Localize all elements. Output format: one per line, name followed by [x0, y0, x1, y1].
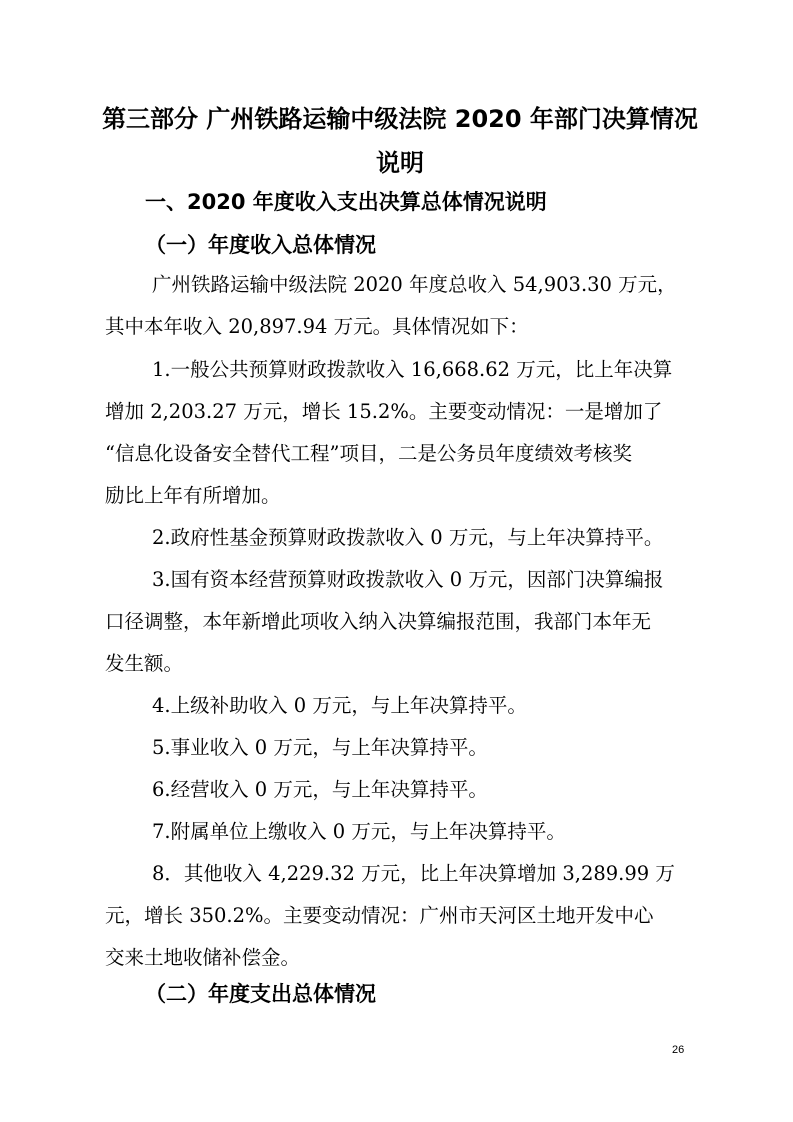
paragraph-line: 励比上年有所增加。 [105, 484, 281, 507]
paragraph-line: 发生额。 [105, 652, 184, 675]
paragraph-line: 1.一般公共预算财政拨款收入 16,668.62 万元，比上年决算 [152, 358, 673, 381]
paragraph-line: 8．其他收入 4,229.32 万元，比上年决算增加 3,289.99 万 [152, 862, 675, 885]
section-heading: 一、2020 年度收入支出决算总体情况说明 [145, 190, 547, 214]
paragraph-line: “信息化设备安全替代工程”项目，二是公务员年度绩效考核奖 [105, 442, 632, 465]
paragraph-line: 2.政府性基金预算财政拨款收入 0 万元，与上年决算持平。 [152, 526, 664, 549]
paragraph-line: 4.上级补助收入 0 万元，与上年决算持平。 [152, 694, 527, 717]
paragraph-line: 5.事业收入 0 万元，与上年决算持平。 [152, 736, 488, 759]
paragraph-line: 6.经营收入 0 万元，与上年决算持平。 [152, 778, 488, 801]
paragraph-line: 3.国有资本经营预算财政拨款收入 0 万元，因部门决算编报 [152, 568, 664, 591]
page-number: 26 [672, 1044, 685, 1056]
paragraph-line: 7.附属单位上缴收入 0 万元，与上年决算持平。 [152, 820, 566, 843]
subsection-heading-expenditure: （二）年度支出总体情况 [145, 982, 376, 1006]
paragraph-line: 广州铁路运输中级法院 2020 年度总收入 54,903.30 万元， [152, 273, 677, 296]
paragraph-line: 交来土地收储补偿金。 [105, 946, 301, 969]
paragraph-line: 增加 2,203.27 万元，增长 15.2%。主要变动情况：一是增加了 [105, 400, 663, 423]
paragraph-line: 其中本年收入 20,897.94 万元。具体情况如下： [105, 315, 529, 338]
document-title-line-1: 第三部分 广州铁路运输中级法院 2020 年部门决算情况 [102, 105, 698, 133]
document-title-line-2: 说明 [376, 149, 424, 177]
subsection-heading-income: （一）年度收入总体情况 [145, 233, 376, 257]
paragraph-line: 口径调整，本年新增此项收入纳入决算编报范围，我部门本年无 [105, 610, 652, 633]
paragraph-line: 元，增长 350.2%。主要变动情况：广州市天河区土地开发中心 [105, 904, 654, 927]
